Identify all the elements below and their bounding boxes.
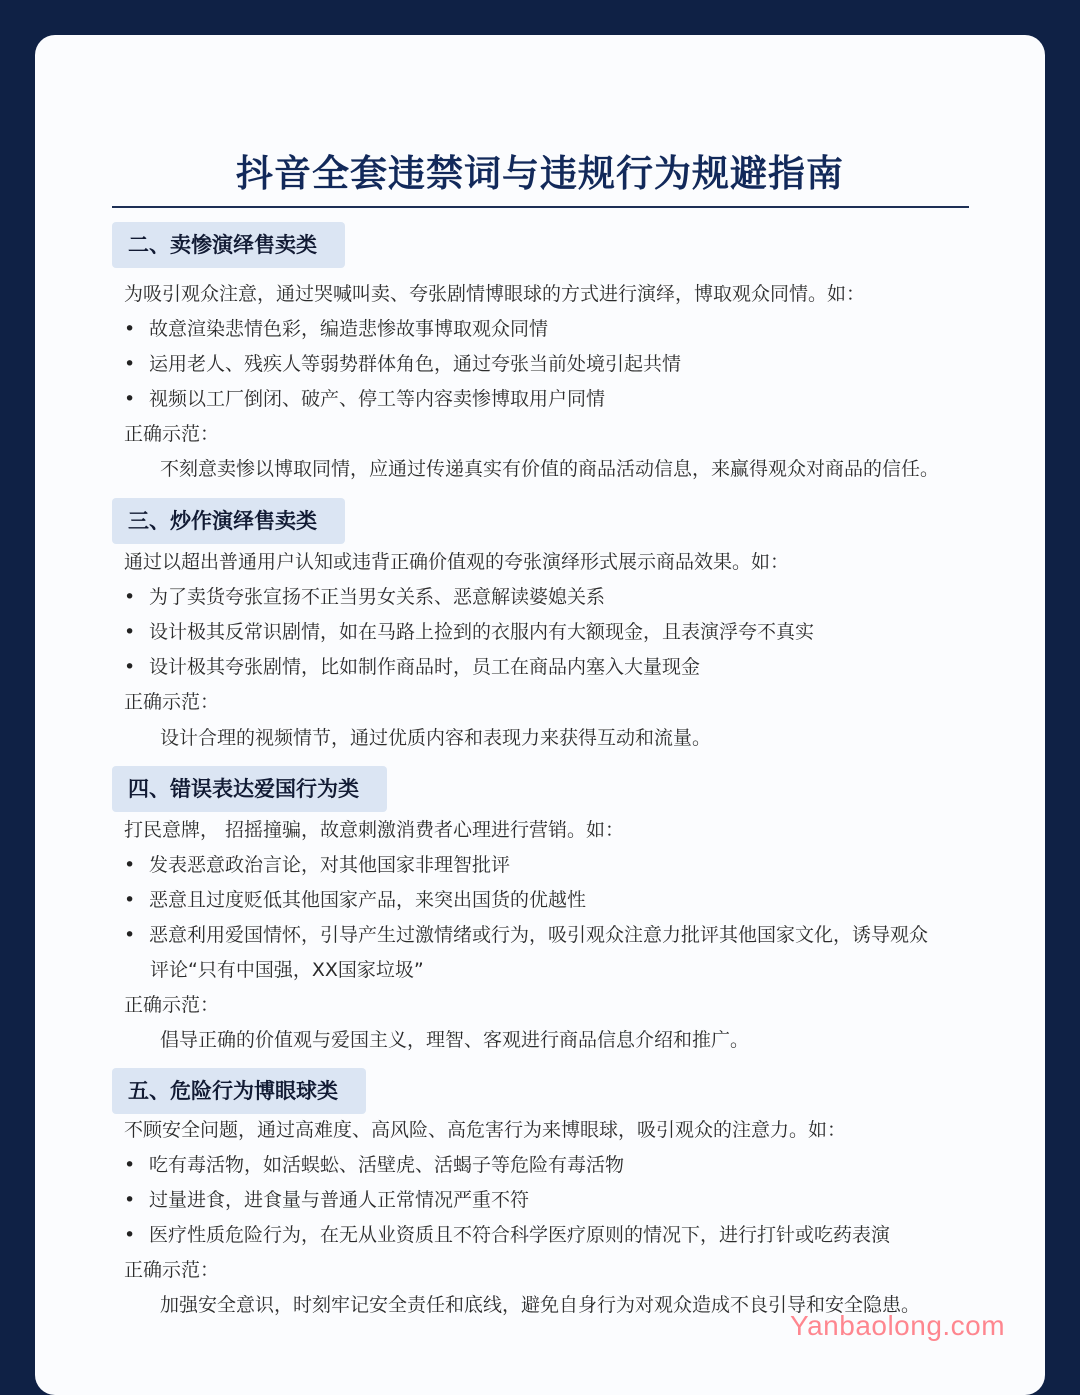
bullet-dot: • xyxy=(124,586,136,608)
correct-example-label: 正确示范： xyxy=(124,691,220,713)
bullet-item xyxy=(124,386,605,412)
section-heading: 五、危险行为博眼球类 xyxy=(112,1068,366,1114)
bullet-item xyxy=(124,1222,890,1248)
section-intro: 不顾安全问题，通过高难度、高风险、高危害行为来博眼球，吸引观众的注意力。如： xyxy=(124,1119,847,1141)
correct-example-text: 设计合理的视频情节，通过优质内容和表现力来获得互动和流量。 xyxy=(160,727,712,749)
bullet-dot: • xyxy=(124,1224,136,1246)
title-divider xyxy=(112,206,969,208)
bullet-dot: • xyxy=(124,353,136,375)
section-heading: 四、错误表达爱国行为类 xyxy=(112,766,387,812)
bullet-dot: • xyxy=(124,621,136,643)
bullet-dot: • xyxy=(124,854,136,876)
bullet-text: 恶意利用爱国情怀，引导产生过激情绪或行为，吸引观众注意力批评其他国家文化，诱导观众 xyxy=(149,924,929,946)
bullet-item xyxy=(124,584,605,610)
correct-example-label: 正确示范： xyxy=(124,423,220,445)
watermark-text: Yanbaolong.com xyxy=(790,1310,1006,1341)
bullet-item xyxy=(124,1187,529,1213)
correct-example-text: 加强安全意识，时刻牢记安全责任和底线，避免自身行为对观众造成不良引导和安全隐患。 xyxy=(160,1294,921,1316)
bullet-item xyxy=(124,887,586,913)
bullet-dot: • xyxy=(124,388,136,410)
bullet-item xyxy=(124,619,814,645)
bullet-text: 运用老人、残疾人等弱势群体角色，通过夸张当前处境引起共情 xyxy=(149,353,682,375)
bullet-text: 视频以工厂倒闭、破产、停工等内容卖惨博取用户同情 xyxy=(149,388,606,410)
section-intro: 为吸引观众注意，通过哭喊叫卖、夸张剧情博眼球的方式进行演绎，博取观众同情。如： xyxy=(124,283,866,305)
bullet-text: 吃有毒活物，如活蜈蚣、活壁虎、活蝎子等危险有毒活物 xyxy=(149,1154,625,1176)
bullet-text: 故意渲染悲情色彩，编造悲惨故事博取观众同情 xyxy=(149,318,549,340)
bullet-text: 设计极其夸张剧情，比如制作商品时，员工在商品内塞入大量现金 xyxy=(149,656,701,678)
bullet-item xyxy=(124,852,510,878)
section-heading: 三、炒作演绎售卖类 xyxy=(112,498,345,544)
bullet-continuation: 评论“只有中国强，XX国家垃圾” xyxy=(150,959,424,981)
bullet-dot: • xyxy=(124,924,136,946)
section-intro: 打民意牌， 招摇撞骗，故意刺激消费者心理进行营销。如： xyxy=(124,819,625,841)
bullet-dot: • xyxy=(124,1154,136,1176)
bullet-dot: • xyxy=(124,656,136,678)
correct-example-label: 正确示范： xyxy=(124,1259,220,1281)
bullet-item xyxy=(124,922,928,948)
bullet-dot: • xyxy=(124,1189,136,1211)
section-heading: 二、卖惨演绎售卖类 xyxy=(112,222,345,268)
bullet-item xyxy=(124,316,548,342)
bullet-text: 恶意且过度贬低其他国家产品，来突出国货的优越性 xyxy=(149,889,587,911)
correct-example-label: 正确示范： xyxy=(124,994,220,1016)
bullet-text: 设计极其反常识剧情，如在马路上捡到的衣服内有大额现金，且表演浮夸不真实 xyxy=(149,621,815,643)
correct-example-text: 不刻意卖惨以博取同情，应通过传递真实有价值的商品活动信息，来赢得观众对商品的信任。 xyxy=(160,458,940,480)
correct-example-text: 倡导正确的价值观与爱国主义，理智、客观进行商品信息介绍和推广。 xyxy=(160,1029,750,1051)
document-title: 抖音全套违禁词与违规行为规避指南 xyxy=(236,152,844,195)
bullet-dot: • xyxy=(124,889,136,911)
bullet-item xyxy=(124,351,681,377)
bullet-text: 医疗性质危险行为，在无从业资质且不符合科学医疗原则的情况下，进行打针或吃药表演 xyxy=(149,1224,891,1246)
section-intro: 通过以超出普通用户认知或违背正确价值观的夸张演绎形式展示商品效果。如： xyxy=(124,551,790,573)
bullet-item xyxy=(124,1152,624,1178)
bullet-text: 过量进食，进食量与普通人正常情况严重不符 xyxy=(149,1189,530,1211)
bullet-text: 为了卖货夸张宣扬不正当男女关系、恶意解读婆媳关系 xyxy=(149,586,606,608)
bullet-item xyxy=(124,654,700,680)
bullet-dot: • xyxy=(124,318,136,340)
bullet-text: 发表恶意政治言论，对其他国家非理智批评 xyxy=(149,854,511,876)
